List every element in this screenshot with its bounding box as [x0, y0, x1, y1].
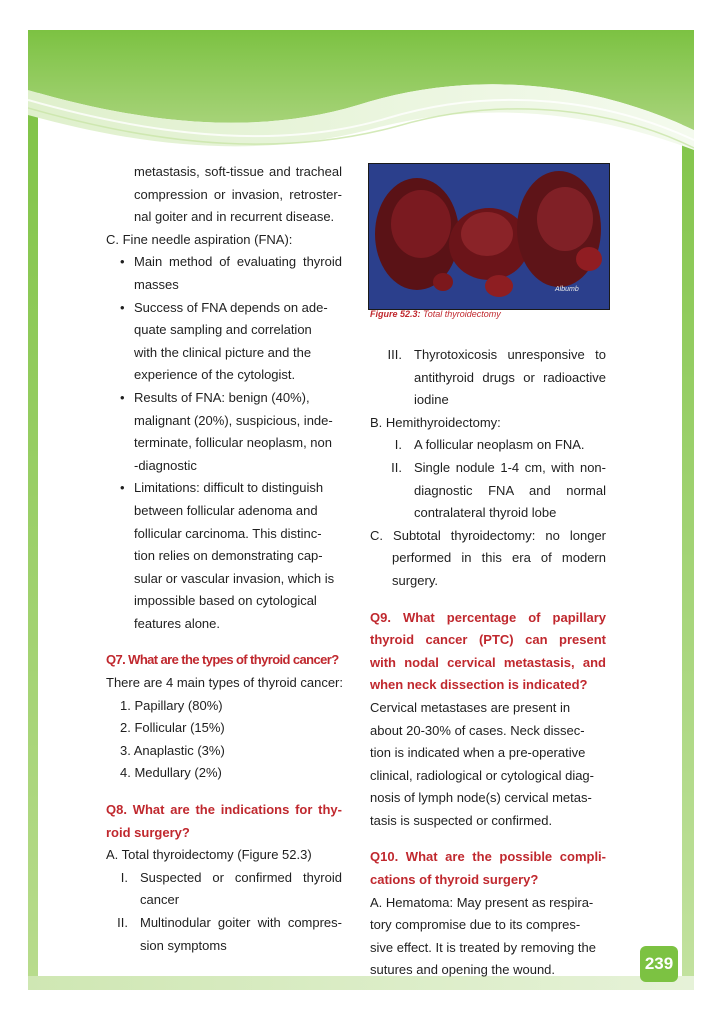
roman-marker: III. — [387, 347, 402, 362]
list-item — [106, 912, 342, 957]
page-number: 239 — [640, 946, 678, 982]
list-item — [370, 457, 606, 525]
text-line: clinical, radiological or cytological diag- — [370, 767, 594, 783]
text-line: sutures and opening the wound. — [370, 962, 556, 978]
text-line: between follicular adenoma and — [134, 502, 318, 518]
text-line: tory compromise due to its compres- — [370, 917, 581, 933]
text-line: Success of FNA depends on ade- — [134, 299, 328, 315]
right-column — [370, 344, 606, 982]
list-item — [370, 344, 606, 412]
section-heading-hemithyroidectomy: B. Hemithyroidectomy: — [370, 414, 501, 430]
text-line: contralateral thyroid lobe — [414, 505, 557, 521]
list-item: 4. Medullary (2%) — [120, 765, 222, 781]
text-line: Suspected or confirmed thyroid — [140, 869, 342, 885]
header-wave-decoration — [28, 30, 694, 170]
question-q8: Q8. What are the indications for thy- — [106, 802, 342, 818]
text-line: quate sampling and correlation — [134, 322, 312, 338]
text-line: metastasis, soft-tissue and tracheal — [134, 164, 342, 179]
text-line: nosis of lymph node(s) cervical metas- — [370, 790, 592, 806]
text-line: about 20-30% of cases. Neck dissec- — [370, 722, 585, 738]
text-line: malignant (20%), suspicious, inde- — [134, 412, 333, 428]
text-line: experience of the cytologist. — [134, 367, 296, 383]
text-line: A. Hematoma: May present as respira- — [370, 894, 594, 910]
question-q8-cont: roid surgery? — [106, 824, 190, 840]
bullet-marker: • — [120, 254, 125, 270]
question-q9-cont: when neck dissection is indicated? — [370, 677, 588, 693]
text-line: sular or vascular invasion, which is — [134, 570, 335, 586]
question-q9-cont: with nodal cervical metastasis, and — [370, 654, 606, 670]
figure-thyroid-specimen-photo — [368, 163, 610, 310]
roman-marker: II. — [391, 459, 402, 475]
text-line: tion is indicated when a pre-operative — [370, 745, 586, 761]
text-line: terminate, follicular neoplasm, non — [134, 435, 332, 451]
text-line: follicular carcinoma. This distinc- — [134, 525, 322, 541]
text-line: impossible based on cytological — [134, 593, 317, 609]
roman-marker: II. — [117, 915, 128, 930]
page-border-right — [682, 36, 694, 990]
list-item: 1. Papillary (80%) — [120, 697, 223, 713]
text-line: Single nodule 1-4 cm, with non- — [414, 459, 606, 475]
text-line: Thyrotoxicosis unresponsive to — [414, 347, 606, 362]
list-item — [106, 387, 342, 477]
text-line: nal goiter and in recurrent disease. — [134, 209, 335, 225]
text-line: There are 4 main types of thyroid cancer: — [106, 675, 344, 691]
list-item — [106, 297, 342, 387]
bullet-marker: • — [120, 299, 125, 315]
question-q10-cont: cations of thyroid surgery? — [370, 872, 539, 888]
section-heading-total-thyroidectomy: A. Total thyroidectomy (Figure 52.3) — [106, 847, 312, 863]
text-line: diagnostic FNA and normal — [414, 482, 606, 498]
bullet-marker: • — [120, 480, 125, 496]
text-line: performed in this era of modern — [392, 550, 606, 566]
question-q7: Q7. What are the types of thyroid cancer? — [106, 652, 339, 668]
section-heading-fna: C. Fine needle aspiration (FNA): — [106, 231, 293, 247]
text-line: A follicular neoplasm on FNA. — [414, 437, 585, 453]
list-item — [106, 251, 342, 296]
figure-caption-text: Total thyroidectomy — [420, 309, 501, 319]
text-line: Main method of evaluating thyroid — [134, 254, 342, 270]
text-line: -diagnostic — [134, 457, 197, 473]
list-item — [370, 434, 606, 457]
list-item: 2. Follicular (15%) — [120, 720, 225, 736]
text-line: C. Subtotal thyroidectomy: no longer — [370, 527, 606, 543]
text-line: compression or invasion, retroster- — [134, 186, 342, 202]
list-item — [106, 867, 342, 912]
text-line: with the clinical picture and the — [134, 344, 312, 360]
text-line: Results of FNA: benign (40%), — [134, 389, 310, 405]
list-item: 3. Anaplastic (3%) — [120, 742, 225, 758]
text-line: sion symptoms — [140, 937, 227, 953]
left-column — [106, 161, 342, 957]
question-q9: Q9. What percentage of papillary — [370, 609, 606, 625]
question-q10: Q10. What are the possible compli- — [370, 849, 606, 865]
question-q9-cont: thyroid cancer (PTC) can present — [370, 632, 606, 648]
bullet-marker: • — [120, 389, 125, 405]
figure-caption-label: Figure 52.3: — [370, 309, 421, 319]
roman-marker: I. — [394, 437, 402, 453]
text-line: cancer — [140, 892, 180, 908]
page-border-left — [28, 36, 38, 990]
figure-watermark: Albumb — [555, 286, 579, 293]
list-item — [106, 477, 342, 635]
text-line: surgery. — [392, 572, 438, 588]
figure-caption — [370, 309, 501, 319]
text-line: Multinodular goiter with compres- — [140, 915, 342, 930]
text-line: iodine — [414, 392, 449, 408]
text-line: Limitations: difficult to distinguish — [134, 480, 324, 496]
text-line: Cervical metastases are present in — [370, 699, 571, 715]
text-line: features alone. — [134, 615, 221, 631]
roman-marker: I. — [120, 869, 128, 885]
text-line: masses — [134, 276, 179, 292]
text-line: tion relies on demonstrating cap- — [134, 548, 323, 564]
text-line: antithyroid drugs or radioactive — [414, 369, 606, 385]
text-line: sive effect. It is treated by removing the — [370, 939, 596, 955]
text-line: tasis is suspected or confirmed. — [370, 812, 553, 828]
